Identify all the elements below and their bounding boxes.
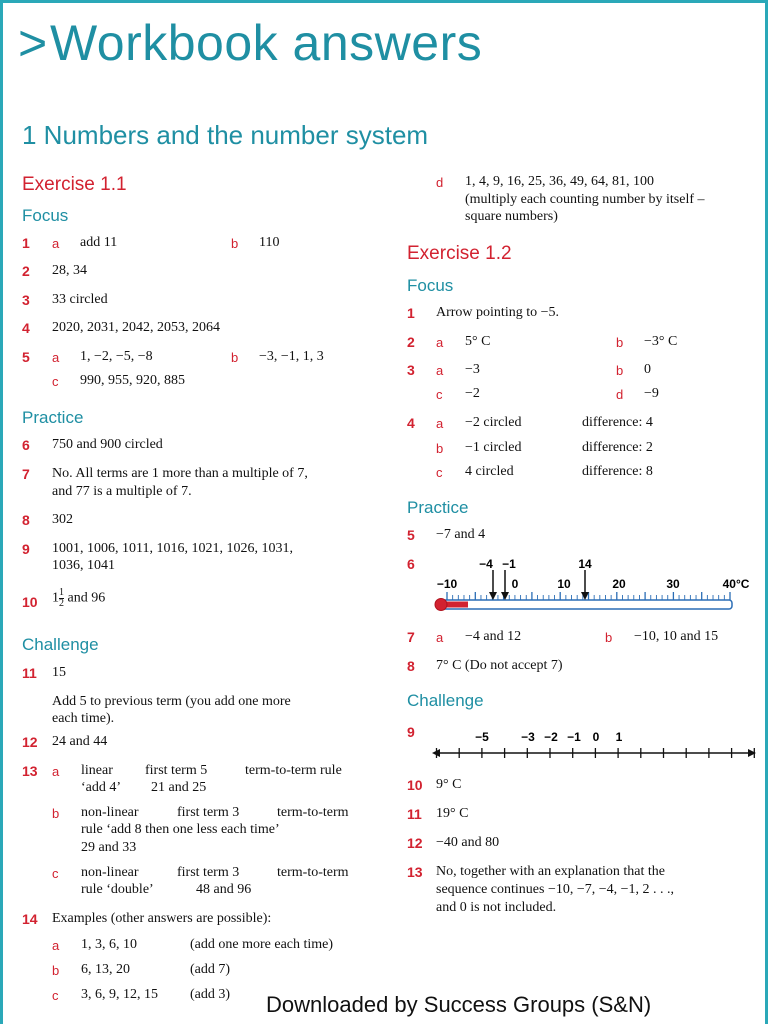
answer-text: 7° C (Do not accept 7) (436, 658, 563, 673)
fraction-whole: 1 (52, 590, 59, 606)
arrow-head (581, 592, 589, 600)
answer-text: 29 and 33 (81, 840, 137, 855)
answer-text: −4 and 12 (465, 629, 522, 644)
section-heading: Challenge (22, 635, 99, 654)
question-number: 8 (22, 512, 30, 528)
question-number: 4 (407, 415, 415, 431)
answer-text: −3 (465, 362, 480, 377)
answer-text: 2020, 2031, 2042, 2053, 2064 (52, 320, 220, 335)
answer-text: 5° C (465, 334, 491, 349)
answer-text: 302 (52, 512, 73, 527)
part-letter: b (436, 441, 444, 456)
part-letter: c (52, 866, 59, 881)
question-number: 11 (407, 806, 422, 822)
part-letter: b (52, 963, 60, 978)
question-number: 10 (22, 594, 38, 610)
answer-text: sequence continues −10, −7, −4, −1, 2 . . ., (436, 882, 675, 897)
answer-text: (add one more each time) (190, 937, 334, 952)
scale-label: 30 (666, 577, 680, 591)
section-heading: Focus (22, 206, 69, 225)
answer-text: Add 5 to previous term (you add one more (52, 694, 291, 709)
part-letter: c (52, 988, 59, 1003)
question-number: 10 (407, 777, 423, 793)
number-line-label: −2 (544, 730, 558, 744)
answer-text: 33 circled (52, 292, 108, 307)
question-number: 9 (407, 724, 415, 740)
answer-text: 0 (644, 362, 651, 377)
question-number: 13 (22, 763, 38, 779)
answer-text: −7 and 4 (436, 527, 486, 542)
answer-text: and 77 is a multiple of 7. (52, 484, 192, 499)
answer-text: difference: 8 (582, 464, 653, 479)
mixed-fraction (52, 588, 105, 609)
question-number: 2 (407, 334, 415, 350)
answer-text: Examples (other answers are possible): (52, 911, 272, 926)
left-border (0, 0, 3, 1024)
chapter-title: 1 Numbers and the number system (22, 120, 429, 150)
question-number: 7 (407, 629, 415, 645)
answer-text: 1036, 1041 (52, 558, 115, 573)
answer-text: 9° C (436, 777, 462, 792)
answer-text: first term 3 (177, 805, 240, 820)
answer-text: −40 and 80 (436, 835, 500, 850)
answer-text: and 96 (67, 590, 106, 606)
number-line-label: −1 (567, 730, 581, 744)
answer-text: −9 (644, 386, 659, 401)
answer-text: square numbers) (465, 209, 558, 224)
scale-label: 20 (612, 577, 626, 591)
question-number: 11 (22, 665, 37, 681)
thermometer-ticks (447, 592, 730, 600)
answer-text: −10, 10 and 15 (634, 629, 719, 644)
number-line-label: 1 (615, 730, 623, 744)
thermometer-diagram (430, 556, 760, 618)
answer-text: 1, −2, −5, −8 (80, 349, 153, 364)
question-number: 6 (22, 437, 30, 453)
question-number: 14 (22, 911, 38, 927)
question-number: 12 (22, 734, 38, 750)
question-number: 7 (22, 466, 30, 482)
answer-text: Arrow pointing to −5. (436, 305, 559, 320)
answer-text: 19° C (436, 806, 469, 821)
part-letter: a (436, 335, 444, 350)
thermometer-tube (442, 600, 732, 609)
number-line-diagram (430, 724, 760, 772)
answer-text: 6, 13, 20 (81, 962, 130, 977)
exercise-heading: Exercise 1.1 (22, 174, 127, 195)
arrow-label: −1 (502, 557, 516, 571)
answer-text: 28, 34 (52, 263, 87, 278)
part-letter: a (52, 764, 60, 779)
arrow-label: −4 (479, 557, 493, 571)
part-letter: a (52, 938, 60, 953)
part-letter: d (616, 387, 624, 402)
answer-text: first term 5 (145, 763, 208, 778)
fraction-numerator: 1 (59, 587, 64, 598)
question-number: 3 (22, 292, 30, 308)
answer-text: 24 and 44 (52, 734, 108, 749)
scale-label: 40°C (722, 577, 750, 591)
question-number: 12 (407, 835, 423, 851)
answer-text: 1, 3, 6, 10 (81, 937, 137, 952)
arrow-head (489, 592, 497, 600)
part-letter: c (436, 387, 443, 402)
arrow-label: 14 (578, 557, 592, 571)
scale-label: −10 (436, 577, 458, 591)
exercise-heading: Exercise 1.2 (407, 243, 512, 264)
answer-text: −3° C (644, 334, 678, 349)
answer-text: linear (81, 763, 113, 778)
thermometer-arrows (489, 570, 589, 600)
section-heading: Practice (22, 408, 84, 427)
number-line-label: −5 (475, 730, 489, 744)
part-letter: b (52, 806, 60, 821)
question-number: 4 (22, 320, 30, 336)
answer-text: −2 (465, 386, 480, 401)
answer-text: difference: 4 (582, 415, 653, 430)
section-heading: Challenge (407, 691, 484, 710)
part-letter: c (52, 374, 59, 389)
answer-text: −1 circled (465, 440, 522, 455)
question-number: 3 (407, 362, 415, 378)
answer-text: 1, 4, 9, 16, 25, 36, 49, 64, 81, 100 (465, 174, 654, 189)
question-number: 5 (22, 349, 30, 365)
answer-text: difference: 2 (582, 440, 653, 455)
answer-text: 750 and 900 circled (52, 437, 163, 452)
footer-watermark: Downloaded by Success Groups (S&N) (266, 992, 652, 1017)
chevron-icon: > (18, 15, 48, 71)
question-number: 13 (407, 864, 423, 880)
fraction (59, 588, 64, 609)
answer-text: 48 and 96 (196, 882, 252, 897)
answer-text: term-to-term (277, 805, 349, 820)
answer-text: rule ‘double’ (81, 882, 154, 897)
scale-label: 0 (511, 577, 519, 591)
section-heading: Practice (407, 498, 469, 517)
part-letter: b (616, 363, 624, 378)
answer-text: 3, 6, 9, 12, 15 (81, 987, 158, 1002)
answer-text: (add 3) (190, 987, 231, 1002)
part-letter: a (436, 416, 444, 431)
answer-text: 21 and 25 (151, 780, 207, 795)
answer-text: (multiply each counting number by itself – (465, 192, 705, 207)
answer-text: rule ‘add 8 then one less each time’ (81, 822, 280, 837)
answer-text: add 11 (80, 235, 118, 250)
question-number: 5 (407, 527, 415, 543)
arrow-head (501, 592, 509, 600)
part-letter: c (436, 465, 443, 480)
section-heading: Focus (407, 276, 454, 295)
answer-text: No. All terms are 1 more than a multiple of 7, (52, 466, 308, 481)
answer-text: −3, −1, 1, 3 (259, 349, 324, 364)
question-number: 6 (407, 556, 415, 572)
answer-text: 1001, 1006, 1011, 1016, 1021, 1026, 1031, (52, 541, 293, 556)
answer-text: 990, 955, 920, 885 (80, 373, 185, 388)
answer-text: first term 3 (177, 865, 240, 880)
question-number: 8 (407, 658, 415, 674)
answer-text: ‘add 4’ (81, 780, 122, 795)
part-letter: b (231, 236, 239, 251)
question-number: 1 (22, 235, 30, 251)
answer-text: term-to-term rule (245, 763, 342, 778)
part-letter: d (436, 175, 444, 190)
part-letter: a (52, 350, 60, 365)
part-letter: a (436, 363, 444, 378)
answer-text: 15 (52, 665, 66, 680)
page-title: Workbook answers (50, 15, 483, 71)
top-border (0, 0, 768, 3)
answer-text: non-linear (81, 865, 139, 880)
answer-text: No, together with an explanation that the (436, 864, 665, 879)
fraction-denominator: 2 (59, 598, 64, 609)
part-letter: b (605, 630, 613, 645)
answer-text: (add 7) (190, 962, 231, 977)
answer-text: each time). (52, 711, 115, 726)
question-number: 2 (22, 263, 30, 279)
answer-text: and 0 is not included. (436, 900, 557, 915)
scale-label: 10 (557, 577, 571, 591)
thermometer-bulb (435, 599, 447, 611)
part-letter: a (436, 630, 444, 645)
part-letter: b (616, 335, 624, 350)
question-number: 1 (407, 305, 415, 321)
number-line-label: −3 (521, 730, 535, 744)
part-letter: b (231, 350, 239, 365)
answer-text: −2 circled (465, 415, 522, 430)
answer-text: non-linear (81, 805, 139, 820)
answer-text: term-to-term (277, 865, 349, 880)
answer-text: 110 (259, 235, 280, 250)
part-letter: a (52, 236, 60, 251)
number-line-label: 0 (592, 730, 600, 744)
question-number: 9 (22, 541, 30, 557)
answer-text: 4 circled (465, 464, 514, 479)
